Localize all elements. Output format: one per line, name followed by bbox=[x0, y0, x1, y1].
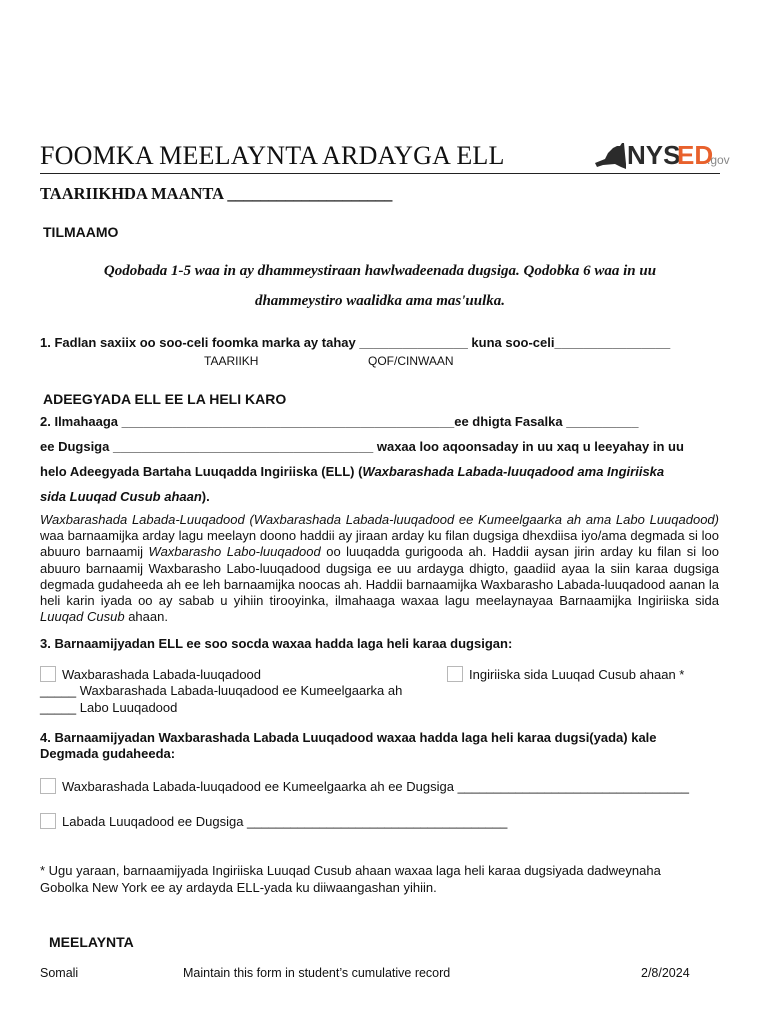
question-2-line-3 bbox=[40, 464, 664, 479]
instructions-text bbox=[40, 256, 720, 316]
question-1[interactable]: 1. Fadlan saxiix oo soo-celi foomka marka ay tahay _______________ kuna soo-celi________________ bbox=[40, 335, 671, 350]
footer-note: Maintain this form in student’s cumulative record bbox=[183, 966, 451, 980]
checkbox[interactable] bbox=[447, 666, 463, 682]
checkbox[interactable] bbox=[40, 778, 56, 794]
question-4-line-2: Degmada gudaheeda: bbox=[40, 746, 176, 761]
instructions-heading: TILMAAMO bbox=[43, 224, 119, 240]
q3-option-transitional-bilingual[interactable]: _____ Waxbarashada Labada-luuqadood ee Kumeelgaarka ah bbox=[40, 683, 403, 698]
q2-line3-text: helo Adeegyada Bartaha Luuqadda Ingiriiska (ELL) ( bbox=[40, 464, 363, 479]
question-2-line-2[interactable]: ee Dugsiga ____________________________________ waxaa loo aqoonsaday in uu xaq u leeyahay in uu bbox=[40, 439, 684, 454]
q4-option-transitional-school[interactable] bbox=[40, 778, 689, 794]
logo-text-ny: NYS bbox=[627, 140, 681, 170]
paragraph-italic-1: Waxbarashada Labada-Luuqadood (Waxbarashada Labada-luuqadood ee Kumeelgaarka ah ama Labo Luuqadood) bbox=[40, 512, 719, 527]
option-label: Ingiriiska sida Luuqad Cusub ahaan * bbox=[469, 666, 685, 682]
option-label: Waxbarashada Labada-luuqadood bbox=[62, 666, 262, 682]
q3-option-english-new-language[interactable] bbox=[447, 666, 684, 682]
q3-option-bilingual[interactable]: _____ Labo Luuqadood bbox=[40, 700, 178, 715]
question-2-line-4 bbox=[40, 489, 210, 504]
footer-date: 2/8/2024 bbox=[641, 966, 690, 980]
paragraph-italic-3: Luuqad Cusub bbox=[40, 609, 125, 625]
placement-heading: MEELAYNTA bbox=[49, 934, 134, 950]
instructions-line-2: dhammeystiro waalidka ama mas'uulka. bbox=[254, 293, 506, 309]
checkbox[interactable] bbox=[40, 666, 56, 682]
footnote-line-2: Gobolka New York ee ay ardayda ELL-yada ku diiwaangashan yihiin. bbox=[40, 880, 437, 895]
option-label: Labada Luuqadood ee Dugsiga ____________________________________ bbox=[62, 813, 508, 829]
paragraph-text-1: waa barnaamijka arday lagu meelayn doono haddii ay jiraan arday ku filan dugsiga dhexdiisa iyo/ama degmada si loo abuuro barnaamij bbox=[40, 528, 719, 560]
option-label: Waxbarashada Labada-luuqadood ee Kumeelgaarka ah ee Dugsiga ________________________________ bbox=[62, 778, 689, 794]
logo-text-ed: ED bbox=[677, 140, 714, 170]
logo-text-gov: .gov bbox=[707, 153, 730, 167]
nysed-logo bbox=[593, 134, 730, 174]
question-4-line-1: 4. Barnaamijyadan Waxbarashada Labada Luuqadood waxaa hadda laga heli karaa dugsi(yada) kale bbox=[40, 730, 657, 745]
q1-date-label: TAARIIKH bbox=[204, 354, 259, 368]
footnote-line-1: * Ugu yaraan, barnaamijyada Ingiriiska Luuqad Cusub ahaan waxaa laga heli karaa dugsiyada dadweynaha bbox=[40, 863, 661, 878]
today-date-field[interactable]: TAARIIKHDA MAANTA ____________________ bbox=[40, 184, 393, 203]
q4-option-bilingual-school[interactable] bbox=[40, 813, 507, 829]
q3-option-dual-language[interactable] bbox=[40, 666, 261, 682]
new-york-state-shape bbox=[595, 143, 626, 169]
q2-line4-text: ). bbox=[201, 489, 210, 504]
section-heading-ell-services: ADEEGYADA ELL EE LA HELI KARO bbox=[43, 391, 287, 407]
checkbox[interactable] bbox=[40, 813, 56, 829]
paragraph-text-2: oo luuqadda gurigooda ah. Haddii aysan jirin arday ku filan si loo abuuro barnaamij Waxbarasho Labo-luuqadood dugsiga ee uu ardayga dhigto, gaadiid ayaa la siin karaa dugsiga degmada gudaheeda ah ee leh barnaamijka noocas ah. Haddii barnaamijka Waxbarasho Labada-luuqadood aanan la heli karin iyada oo ay sabab u yihiin tirooyinka, ilmahaaga waxaa lagu meelaynayaa Barnaamijka Ingiriiska sida bbox=[40, 544, 719, 609]
question-2-line-1[interactable]: 2. Ilmahaaga ______________________________________________ee dhigta Fasalka __________ bbox=[40, 414, 639, 429]
q2-line3-italic: Waxbarashada Labada-luuqadood ama Ingiriiska bbox=[362, 464, 665, 479]
form-title: FOOMKA MEELAYNTA ARDAYGA ELL bbox=[40, 141, 505, 170]
paragraph-text-3: ahaan. bbox=[124, 609, 168, 625]
footer-language: Somali bbox=[40, 966, 79, 980]
program-description-paragraph bbox=[40, 512, 719, 625]
paragraph-italic-2: Waxbarasho Labo-luuqadood bbox=[148, 544, 321, 560]
q2-line4-italic: sida Luuqad Cusub ahaan bbox=[40, 489, 202, 504]
instructions-line-1: Qodobada 1-5 waa in ay dhammeystiraan hawlwadeenada dugsiga. Qodobka 6 waa in uu bbox=[103, 263, 657, 279]
q1-office-label: QOF/CINWAAN bbox=[368, 354, 454, 368]
question-3: 3. Barnaamijyadan ELL ee soo socda waxaa hadda laga heli karaa dugsigan: bbox=[40, 636, 513, 651]
